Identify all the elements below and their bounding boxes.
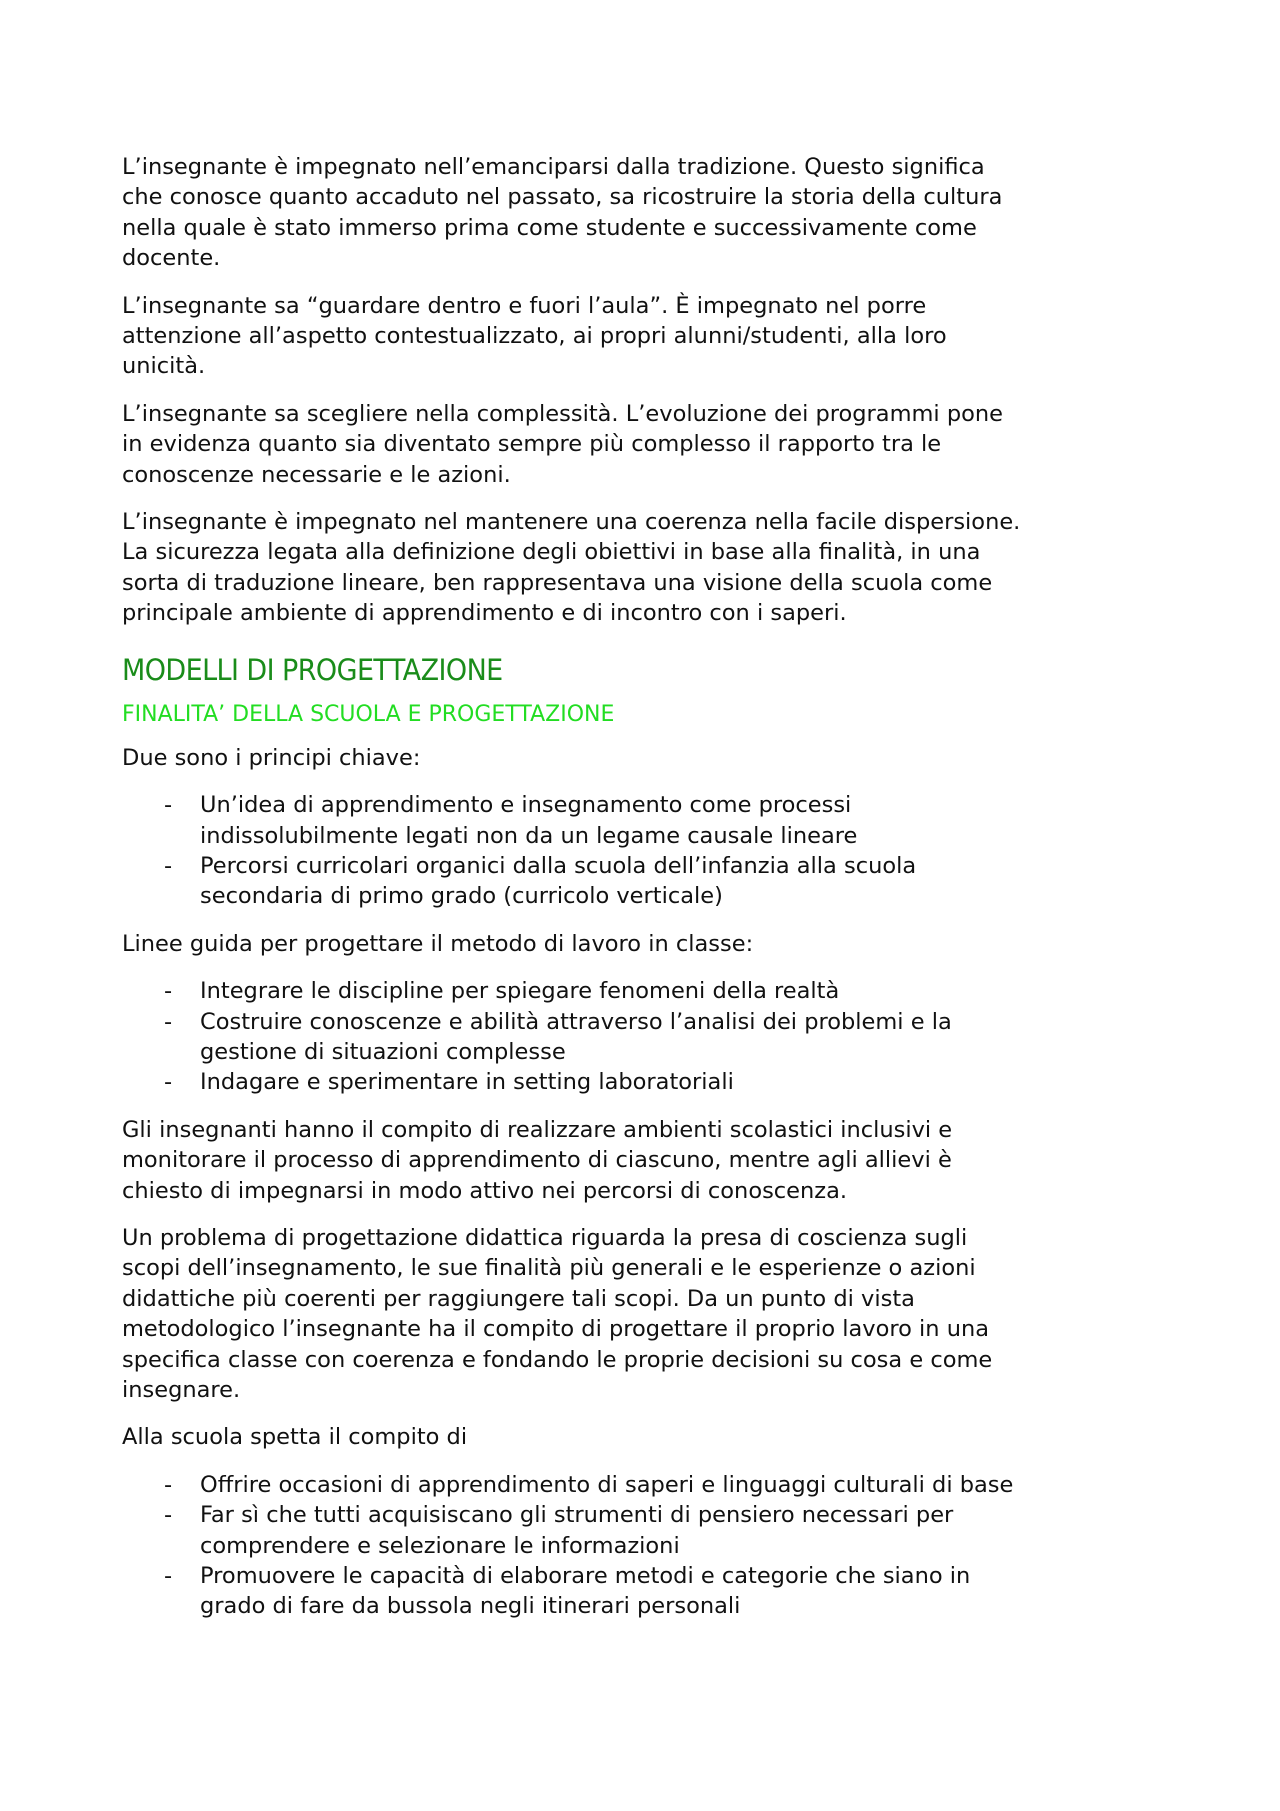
paragraph-tradition: L’insegnante è impegnato nell’emanciparsi dalla tradizione. Questo significa che conosce quanto accaduto nel passato, sa ricostruire la storia della cultura nella quale è stato immerso prima come studente e successivamente come docente. — [122, 154, 1003, 272]
list-item — [122, 1561, 1170, 1622]
paragraph-teachers-task: Gli insegnanti hanno il compito di realizzare ambienti scolastici inclusivi e monitorare il processo di apprendimento di ciascuno, mentre agli allievi è chiesto di impegnarsi in modo attivo nei percorsi di conoscenza. — [122, 1116, 953, 1204]
list-item-text: Un’idea di apprendimento e insegnamento come processi indissolubilmente legati non da un legame causale lineare — [200, 792, 858, 849]
paragraph-coherence: L’insegnante è impegnato nel mantenere una coerenza nella facile dispersione. La sicurezza legata alla definizione degli obiettivi in base alla finalità, in una sorta di traduzione lineare, ben rappresentava una visione della scuola come principale ambiente di apprendimento e di incontro con i saperi. — [122, 509, 1021, 627]
list-item-text: Percorsi curricolari organici dalla scuola dell’infanzia alla scuola secondaria di primo grado (curricolo verticale) — [200, 852, 917, 910]
list-item-text: Integrare le discipline per spiegare fenomeni della realtà — [200, 978, 840, 1005]
section-subheading: FINALITA’ DELLA SCUOLA E PROGETTAZIONE — [122, 701, 615, 727]
paragraph-classroom: L’insegnante sa “guardare dentro e fuori l’aula”. È impegnato nel porre attenzione all’aspetto contestualizzato, ai propri alunni/studenti, alla loro unicità. — [122, 292, 947, 380]
school-intro: Alla scuola spetta il compito di — [122, 1424, 468, 1451]
bullet-dash: - — [164, 792, 173, 819]
list-item — [122, 1500, 1170, 1561]
list-item — [122, 851, 1170, 912]
bullet-dash: - — [164, 1502, 173, 1529]
list-item-text: Promuovere le capacità di elaborare metodi e categorie che siano in grado di fare da bussola negli itinerari personali — [200, 1563, 971, 1620]
list-item — [122, 976, 1170, 1006]
guidelines-list — [122, 976, 1170, 1098]
list-item-text: Costruire conoscenze e abilità attraverso l’analisi dei problemi e la gestione di situazioni complesse — [200, 1008, 952, 1065]
list-item — [122, 1007, 1170, 1068]
bullet-dash: - — [164, 1008, 173, 1035]
bullet-dash: - — [164, 1563, 173, 1590]
list-item-text: Indagare e sperimentare in setting laboratoriali — [200, 1069, 734, 1096]
list-item — [122, 790, 1170, 851]
guidelines-intro: Linee guida per progettare il metodo di lavoro in classe: — [122, 930, 754, 957]
bullet-dash: - — [164, 852, 173, 879]
principles-intro: Due sono i principi chiave: — [122, 744, 421, 771]
list-item — [122, 1470, 1170, 1500]
bullet-dash: - — [164, 1471, 173, 1498]
paragraph-design-problem: Un problema di progettazione didattica riguarda la presa di coscienza sugli scopi dell’insegnamento, le sue finalità più generali e le esperienze o azioni didattiche più coerenti per raggiungere tali scopi. Da un punto di vista metodologico l’insegnante ha il compito di progettare il proprio lavoro in una specifica classe con coerenza e fondando le proprie decisioni su cosa e come insegnare. — [122, 1224, 993, 1403]
school-tasks-list — [122, 1470, 1170, 1622]
paragraph-complexity: L’insegnante sa scegliere nella complessità. L’evoluzione dei programmi pone in evidenza quanto sia diventato sempre più complesso il rapporto tra le conoscenze necessarie e le azioni. — [122, 400, 1003, 488]
section-heading: MODELLI DI PROGETTAZIONE — [122, 652, 503, 687]
bullet-dash: - — [164, 978, 173, 1005]
list-item — [122, 1067, 1170, 1097]
list-item-text: Far sì che tutti acquisiscano gli strumenti di pensiero necessari per comprendere e selezionare le informazioni — [200, 1502, 954, 1559]
principles-list — [122, 790, 1170, 912]
bullet-dash: - — [164, 1069, 173, 1096]
list-item-text: Offrire occasioni di apprendimento di saperi e linguaggi culturali di base — [200, 1471, 1014, 1498]
